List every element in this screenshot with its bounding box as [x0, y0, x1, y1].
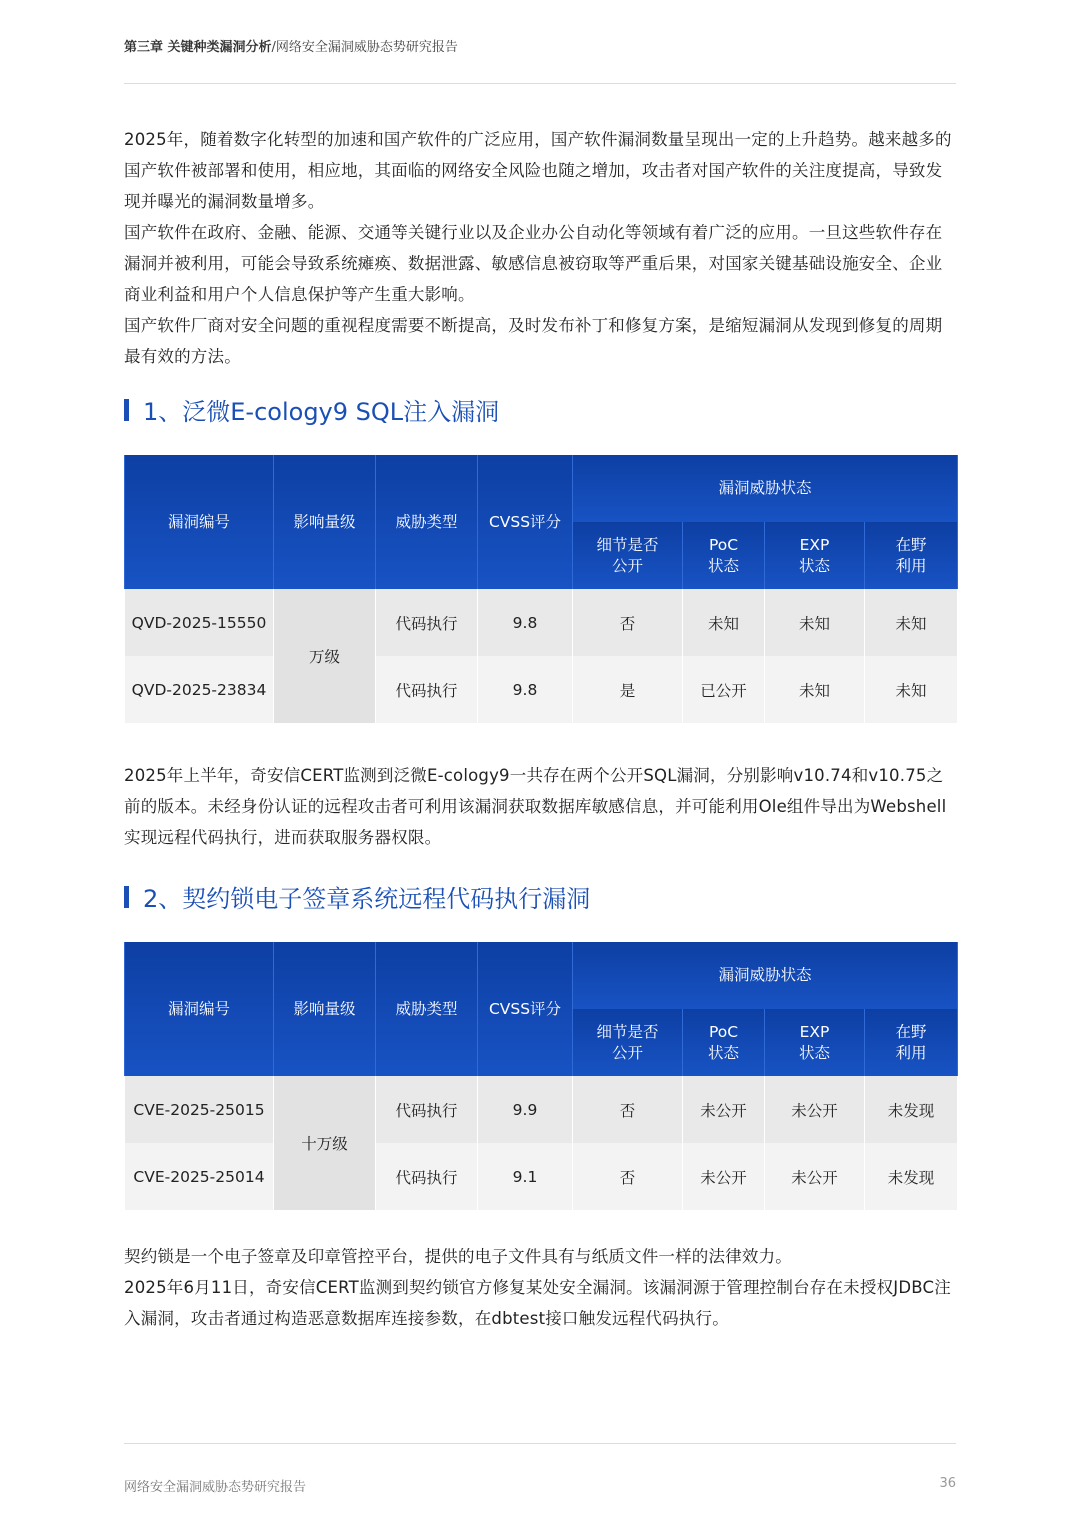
section-1-title: 1、泛微E-cology9 SQL注入漏洞 [143, 398, 500, 426]
cell-wild: 未发现 [865, 1076, 958, 1143]
table-row [125, 589, 958, 656]
col-header-cvss: CVSS评分 [478, 942, 573, 1076]
cell-id: CVE-2025-25014 [125, 1143, 274, 1210]
cell-exp: 未知 [765, 656, 865, 723]
col-header-wild [865, 1009, 958, 1076]
heading-accent-bar [124, 399, 129, 421]
cell-detail: 否 [573, 1076, 683, 1143]
section-2-paragraph: 契约锁是一个电子签章及印章管控平台，提供的电子文件具有与纸质文件一样的法律效力。 [124, 1247, 792, 1266]
col-header-wild-label: 在野利用 [895, 535, 927, 575]
section-2-paragraph: 2025年6月11日，奇安信CERT监测到契约锁官方修复某处安全漏洞。该漏洞源于管理控制台存在未授权JDBC注入漏洞，攻击者通过构造恶意数据库连接参数，在dbtest接口触发远程代码执行。 [124, 1278, 951, 1328]
cell-exp: 未公开 [765, 1143, 865, 1210]
col-header-exp [765, 522, 865, 589]
col-header-wild-label: 在野利用 [895, 1022, 927, 1062]
header-chapter: 第三章 关键种类漏洞分析 [124, 40, 272, 55]
cell-wild: 未知 [865, 656, 958, 723]
cell-cvss: 9.8 [478, 656, 573, 723]
section-2-title: 2、契约锁电子签章系统远程代码执行漏洞 [143, 885, 591, 913]
col-header-exp-label: EXP状态 [798, 535, 830, 575]
cell-cvss: 9.1 [478, 1143, 573, 1210]
col-header-status-group: 漏洞威胁状态 [573, 942, 958, 1009]
intro-paragraph: 国产软件厂商对安全问题的重视程度需要不断提高，及时发布补丁和修复方案，是缩短漏洞从发现到修复的周期最有效的方法。 [124, 316, 943, 366]
cell-poc: 未公开 [683, 1143, 765, 1210]
header-report-title: /网络安全漏洞威胁态势研究报告 [271, 40, 458, 55]
cell-wild: 未发现 [865, 1143, 958, 1210]
cell-id: CVE-2025-25015 [125, 1076, 274, 1143]
cell-type: 代码执行 [376, 656, 478, 723]
col-header-exp-label: EXP状态 [798, 1022, 830, 1062]
col-header-impact: 影响量级 [274, 455, 376, 589]
cell-detail: 否 [573, 1143, 683, 1210]
section-1-paragraph: 2025年上半年，奇安信CERT监测到泛微E-cology9一共存在两个公开SQL漏洞，分别影响v10.74和v10.75之前的版本。未经身份认证的远程攻击者可利用该漏洞获取数据库敏感信息，并可能利用Ole组件导出为Webshell实现远程代码执行，进而获取服务器权限。 [124, 766, 947, 847]
cell-detail: 否 [573, 589, 683, 656]
intro-paragraph: 国产软件在政府、金融、能源、交通等关键行业以及企业办公自动化等领域有着广泛的应用。一旦这些软件存在漏洞并被利用，可能会导致系统瘫痪、数据泄露、敏感信息被窃取等严重后果，对国家关键基础设施安全、企业商业利益和用户个人信息保护等产生重大影响。 [124, 223, 943, 304]
section-1-description [124, 760, 956, 853]
col-header-status-group: 漏洞威胁状态 [573, 455, 958, 522]
section-1-heading [124, 392, 956, 427]
cell-type: 代码执行 [376, 1143, 478, 1210]
col-header-poc [683, 522, 765, 589]
col-header-detail-public [573, 522, 683, 589]
cell-type: 代码执行 [376, 1076, 478, 1143]
cell-type: 代码执行 [376, 589, 478, 656]
cell-detail: 是 [573, 656, 683, 723]
page-header [124, 36, 956, 55]
col-header-poc-label: PoC状态 [707, 1022, 739, 1062]
col-header-exp [765, 1009, 865, 1076]
col-header-wild [865, 522, 958, 589]
col-header-detail-public-label: 细节是否公开 [596, 535, 659, 575]
col-header-impact: 影响量级 [274, 942, 376, 1076]
section-1-table [124, 455, 958, 723]
cell-exp: 未公开 [765, 1076, 865, 1143]
col-header-poc-label: PoC状态 [707, 535, 739, 575]
cell-id: QVD-2025-15550 [125, 589, 274, 656]
cell-cvss: 9.8 [478, 589, 573, 656]
intro-paragraph: 2025年，随着数字化转型的加速和国产软件的广泛应用，国产软件漏洞数量呈现出一定的上升趋势。越来越多的国产软件被部署和使用，相应地，其面临的网络安全风险也随之增加，攻击者对国产软件的关注度提高，导致发现并曝光的漏洞数量增多。 [124, 130, 952, 211]
col-header-poc [683, 1009, 765, 1076]
section-2-heading [124, 879, 956, 914]
section-2-description [124, 1241, 956, 1334]
header-divider [124, 83, 956, 84]
col-header-type: 威胁类型 [376, 942, 478, 1076]
table-row [125, 1143, 958, 1210]
cell-id: QVD-2025-23834 [125, 656, 274, 723]
col-header-type: 威胁类型 [376, 455, 478, 589]
cell-impact: 万级 [274, 589, 376, 723]
col-header-cvss: CVSS评分 [478, 455, 573, 589]
cell-cvss: 9.9 [478, 1076, 573, 1143]
page-number: 36 [939, 1476, 956, 1491]
heading-accent-bar [124, 886, 129, 908]
cell-impact: 十万级 [274, 1076, 376, 1210]
cell-poc: 未知 [683, 589, 765, 656]
col-header-id: 漏洞编号 [125, 455, 274, 589]
cell-poc: 已公开 [683, 656, 765, 723]
cell-wild: 未知 [865, 589, 958, 656]
col-header-detail-public-label: 细节是否公开 [596, 1022, 659, 1062]
page-footer [124, 1476, 956, 1495]
intro-text [124, 124, 956, 372]
footer-report-title: 网络安全漏洞威胁态势研究报告 [124, 1480, 307, 1495]
col-header-id: 漏洞编号 [125, 942, 274, 1076]
col-header-detail-public [573, 1009, 683, 1076]
cell-exp: 未知 [765, 589, 865, 656]
footer-divider [124, 1443, 956, 1444]
cell-poc: 未公开 [683, 1076, 765, 1143]
table-row [125, 656, 958, 723]
table-row [125, 1076, 958, 1143]
section-2-table [124, 942, 958, 1210]
